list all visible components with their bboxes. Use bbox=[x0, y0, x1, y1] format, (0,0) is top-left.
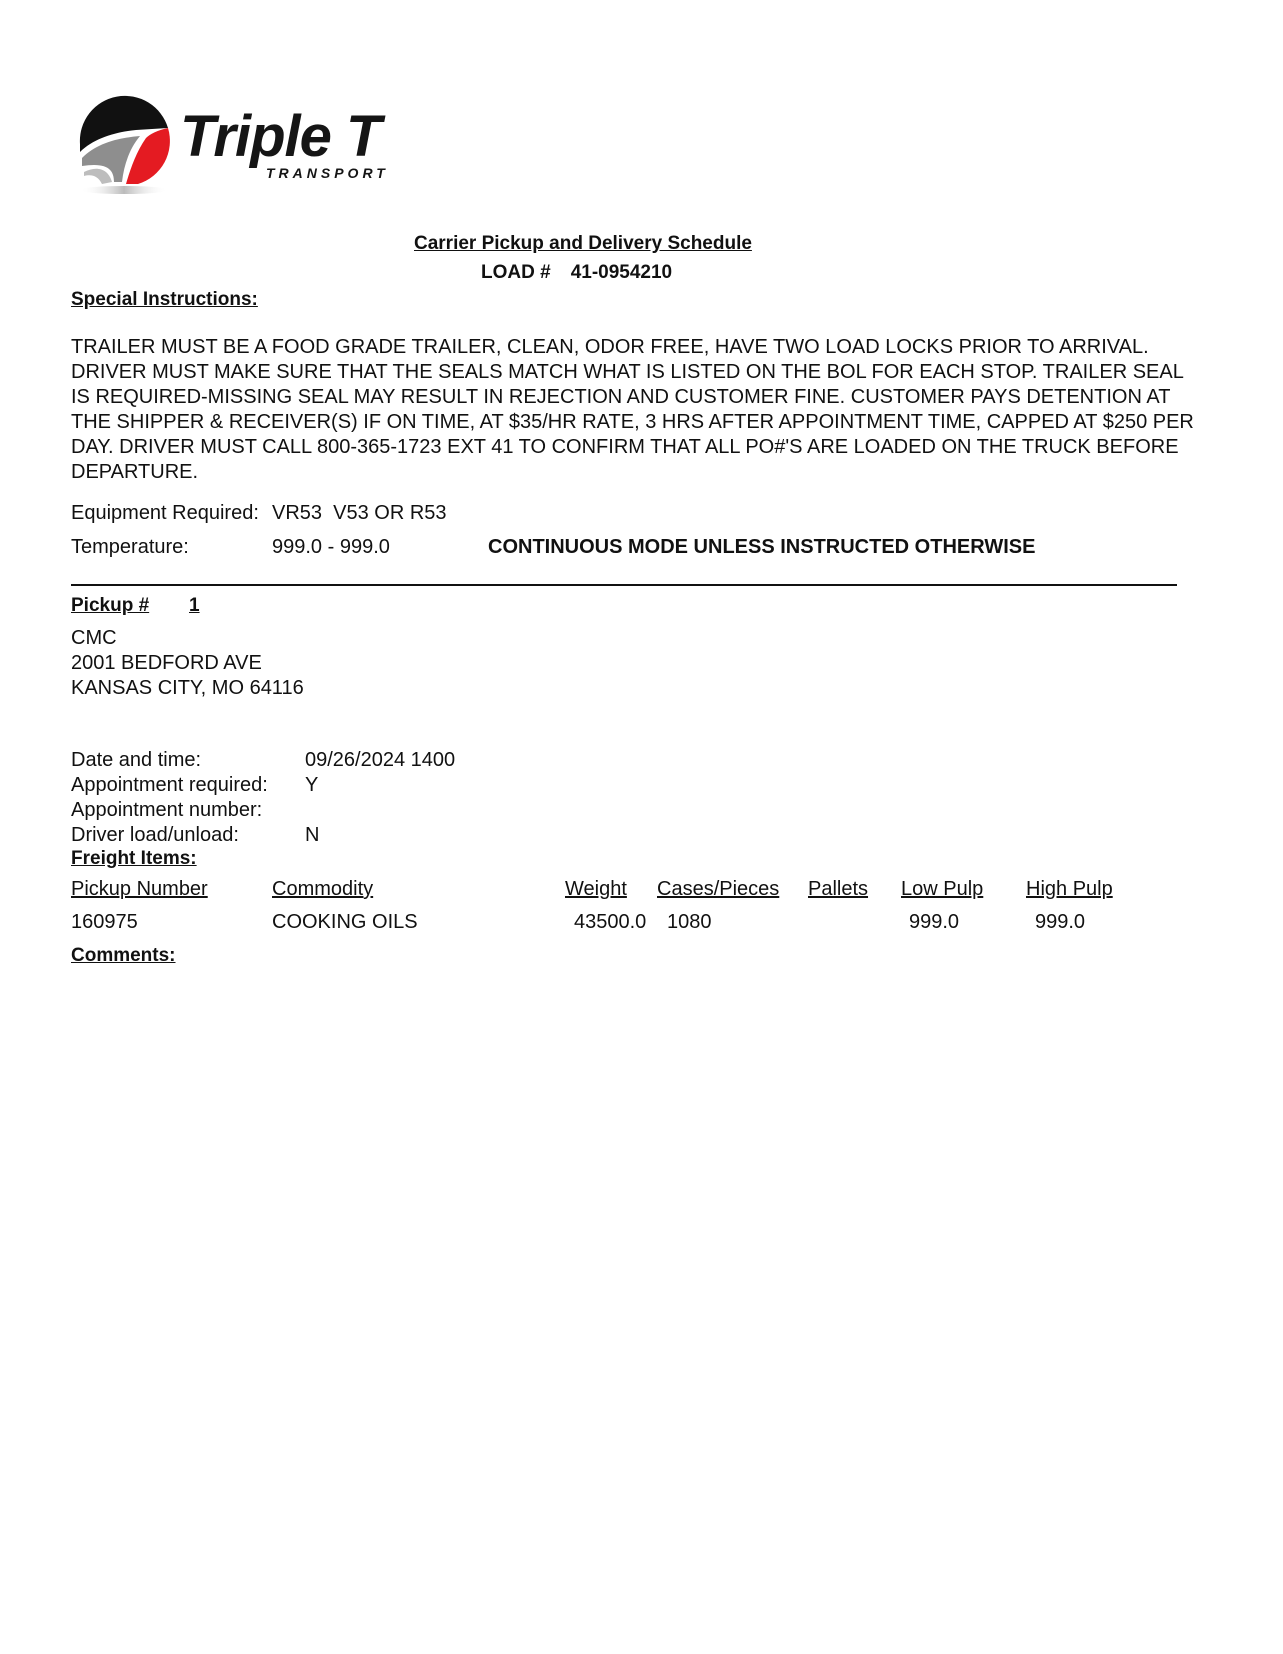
date-time-value: 09/26/2024 1400 bbox=[305, 749, 456, 771]
cell-pickup-number: 160975 bbox=[71, 911, 138, 933]
driver-load-value: N bbox=[305, 824, 320, 846]
date-time-label: Date and time: bbox=[71, 749, 202, 771]
comments-label: Comments: bbox=[71, 945, 176, 966]
cell-low-pulp: 999.0 bbox=[909, 911, 960, 933]
appointment-required-label: Appointment required: bbox=[71, 774, 268, 796]
col-commodity: Commodity bbox=[272, 878, 374, 900]
logo-swoosh-icon bbox=[76, 92, 186, 202]
pickup-city: KANSAS CITY, MO 64116 bbox=[71, 677, 304, 699]
page-title: Carrier Pickup and Delivery Schedule bbox=[414, 233, 752, 254]
equipment-label: Equipment Required: bbox=[71, 502, 259, 524]
col-pickup-number: Pickup Number bbox=[71, 878, 208, 900]
col-weight: Weight bbox=[565, 878, 627, 900]
col-pallets: Pallets bbox=[808, 878, 869, 900]
pickup-label: Pickup # bbox=[71, 595, 150, 616]
logo-wordmark: Triple T bbox=[180, 104, 381, 169]
pickup-name: CMC bbox=[71, 627, 117, 649]
temperature-mode-note: CONTINUOUS MODE UNLESS INSTRUCTED OTHERWISE bbox=[488, 536, 1036, 558]
temperature-value: 999.0 - 999.0 bbox=[272, 536, 390, 558]
cell-weight: 43500.0 bbox=[574, 911, 647, 933]
col-high-pulp: High Pulp bbox=[1026, 878, 1113, 900]
temperature-label: Temperature: bbox=[71, 536, 189, 558]
load-number-line bbox=[481, 262, 672, 284]
section-divider bbox=[71, 584, 1177, 586]
special-instructions-label: Special Instructions: bbox=[71, 289, 258, 310]
freight-items-label: Freight Items: bbox=[71, 848, 197, 869]
driver-load-label: Driver load/unload: bbox=[71, 824, 239, 846]
appointment-number-label: Appointment number: bbox=[71, 799, 263, 821]
load-label: LOAD # bbox=[481, 262, 551, 283]
load-number: 41-0954210 bbox=[570, 262, 673, 283]
appointment-required-value: Y bbox=[305, 774, 319, 796]
cell-high-pulp: 999.0 bbox=[1035, 911, 1086, 933]
equipment-value: VR53 V53 OR R53 bbox=[272, 502, 447, 524]
pickup-number: 1 bbox=[189, 595, 200, 616]
pickup-street: 2001 BEDFORD AVE bbox=[71, 652, 262, 674]
cell-cases-pieces: 1080 bbox=[667, 911, 712, 933]
company-logo bbox=[76, 92, 406, 202]
logo-subtitle: TRANSPORT bbox=[266, 165, 389, 181]
col-low-pulp: Low Pulp bbox=[901, 878, 984, 900]
col-cases-pieces: Cases/Pieces bbox=[657, 878, 780, 900]
cell-commodity: COOKING OILS bbox=[272, 911, 418, 933]
pickup-address bbox=[71, 626, 304, 701]
special-instructions-text: TRAILER MUST BE A FOOD GRADE TRAILER, CLEAN, ODOR FREE, HAVE TWO LOAD LOCKS PRIOR TO ARRIVAL. DRIVER MUST MAKE SURE THAT THE SEALS MATCH WHAT IS LISTED ON THE BOL FOR EACH STOP. TRAILER SEAL IS REQUIRED-MISSING SEAL MAY RESULT IN REJECTION AND CUSTOMER FINE. CUSTOMER PAYS DETENTION AT THE SHIPPER & RECEIVER(S) IF ON TIME, AT $35/HR RATE, 3 HRS AFTER APPOINTMENT TIME, CAPPED AT $250 PER DAY. DRIVER MUST CALL 800-365-1723 EXT 41 TO CONFIRM THAT ALL PO#'S ARE LOADED ON THE TRUCK BEFORE DEPARTURE. bbox=[71, 336, 1194, 483]
